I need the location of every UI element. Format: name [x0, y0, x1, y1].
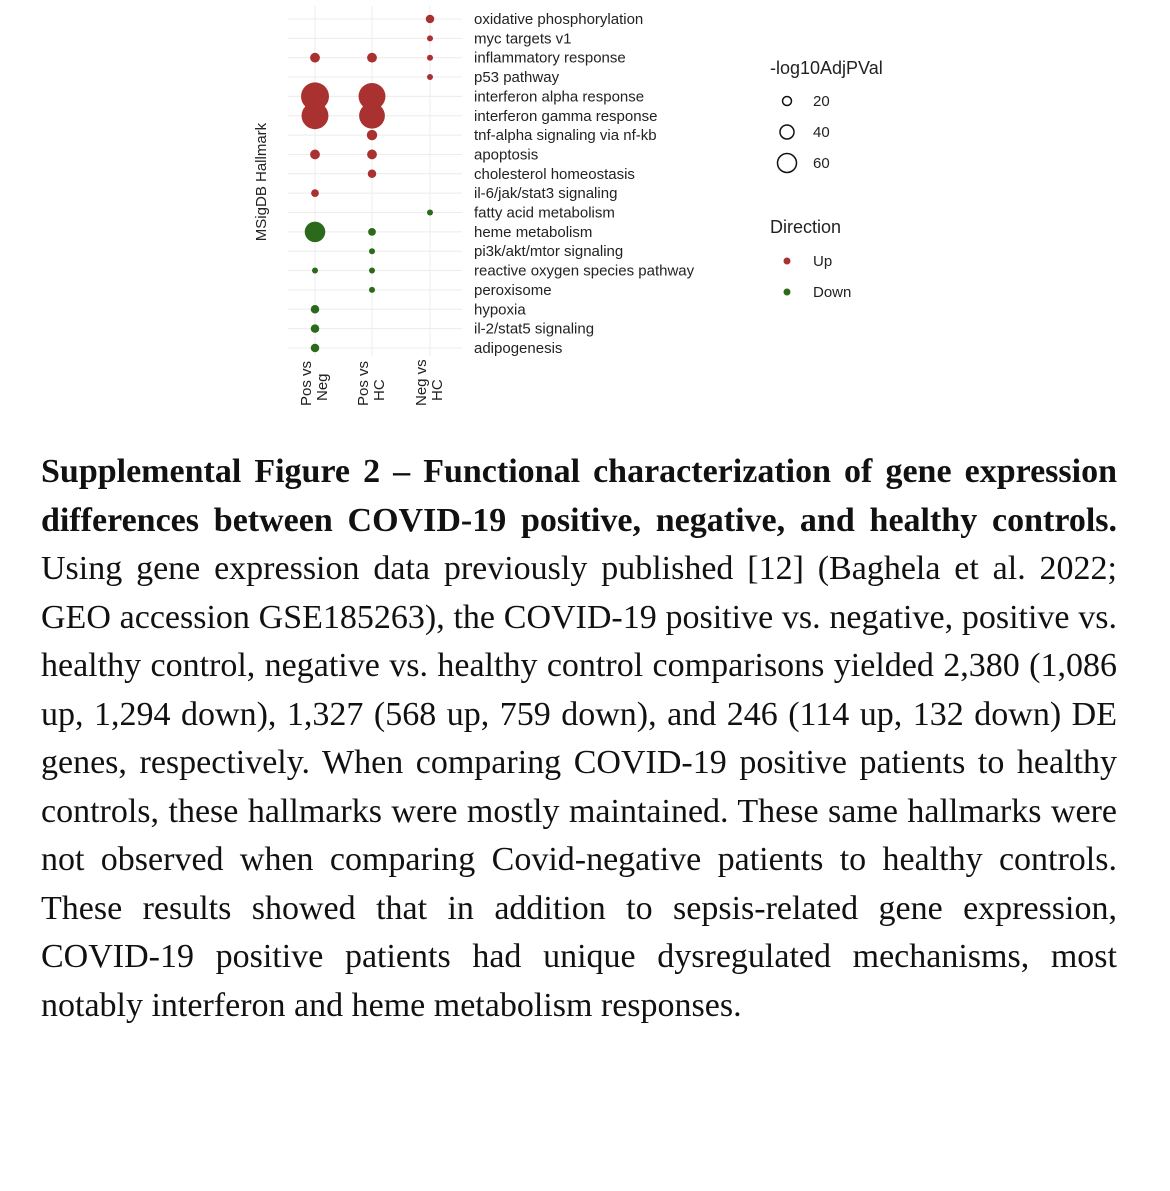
data-point-up — [310, 150, 320, 160]
color-legend-label: Up — [813, 253, 833, 270]
y-tick-label: interferon gamma response — [474, 107, 658, 125]
x-tick-label — [298, 361, 331, 406]
size-legend-circle — [783, 97, 792, 106]
y-tick-label: p53 pathway — [474, 69, 560, 87]
data-point-up — [367, 53, 377, 63]
y-tick-label: myc targets v1 — [474, 30, 572, 48]
data-point-down — [305, 222, 326, 243]
color-legend-dot — [784, 258, 791, 265]
data-point-up — [427, 55, 433, 61]
data-point-up — [368, 170, 377, 179]
y-tick-label: fatty acid metabolism — [474, 204, 615, 222]
dot-plot-svg — [0, 0, 1170, 440]
y-tick-label: cholesterol homeostasis — [474, 165, 635, 183]
data-point-up — [367, 130, 377, 140]
color-legend-title: Direction — [770, 217, 842, 237]
data-point-down — [311, 344, 320, 353]
data-point-down — [369, 287, 375, 293]
y-tick-label: pi3k/akt/mtor signaling — [474, 243, 624, 261]
x-tick-label-line2: Neg — [314, 373, 331, 401]
x-tick-label-line1: Pos vs — [298, 360, 315, 406]
x-tick-label-line2: HC — [429, 379, 446, 401]
y-tick-label: tnf-alpha signaling via nf-kb — [474, 127, 657, 145]
y-tick-label: il-2/stat5 signaling — [474, 320, 595, 338]
x-tick-label-line1: Pos vs — [355, 360, 372, 406]
caption-title: Supplemental Figure 2 – Functional characterization of gene expression differences between COVID-19 positive, negative, and healthy controls. — [41, 453, 1117, 539]
data-point-up — [359, 103, 385, 129]
color-legend — [770, 217, 851, 301]
size-legend — [770, 58, 883, 173]
data-point-down — [427, 209, 433, 215]
data-point-down — [311, 324, 320, 333]
data-point-down — [368, 228, 376, 236]
data-point-up — [302, 102, 329, 129]
color-legend-label: Down — [813, 284, 852, 301]
x-tick-labels — [298, 359, 446, 406]
y-tick-label: apoptosis — [474, 146, 539, 164]
y-tick-label: hypoxia — [474, 301, 526, 319]
data-point-up — [310, 53, 320, 63]
figure-caption — [41, 448, 1117, 1030]
size-legend-circle — [778, 154, 797, 173]
size-legend-label: 20 — [813, 93, 830, 110]
y-tick-label: interferon alpha response — [474, 88, 645, 106]
y-axis-title: MSigDB Hallmark — [253, 122, 270, 242]
data-point-down — [311, 305, 320, 314]
data-point-up — [367, 150, 377, 160]
data-point-down — [369, 268, 375, 274]
y-tick-label: heme metabolism — [474, 223, 593, 241]
y-tick-label: adipogenesis — [474, 339, 563, 357]
y-tick-label: oxidative phosphorylation — [474, 11, 644, 28]
x-tick-label-line2: HC — [371, 379, 388, 401]
y-tick-label: il-6/jak/stat3 signaling — [474, 185, 618, 203]
data-point-up — [311, 189, 319, 197]
x-tick-label-line1: Neg vs — [413, 359, 430, 406]
caption-body: Using gene expression data previously published [12] (Baghela et al. 2022; GEO accession GSE185263), the COVID-19 positive vs. negative, positive vs. healthy control, negative vs. healthy control comparisons yielded 2,380 (1,086 up, 1,294 down), 1,327 (568 up, 759 down), and 246 (114 up, 132 down) DE genes, respectively. When comparing COVID-19 positive patients to healthy controls, these hallmarks were mostly maintained. These same hallmarks were not observed when comparing Covid-negative patients to healthy controls. These results showed that in addition to sepsis-related gene expression, COVID-19 positive patients had unique dysregulated mechanisms, most notably interferon and heme metabolism responses. — [41, 550, 1117, 1024]
data-point-up — [426, 15, 435, 24]
data-point-down — [369, 248, 375, 254]
data-point-up — [427, 74, 433, 80]
y-tick-label: inflammatory response — [474, 49, 626, 67]
y-tick-labels — [474, 11, 695, 357]
color-legend-dot — [784, 289, 791, 296]
y-tick-label: reactive oxygen species pathway — [474, 262, 695, 280]
y-tick-label: peroxisome — [474, 281, 552, 299]
size-legend-title: -log10AdjPVal — [770, 58, 883, 78]
data-points — [301, 15, 434, 352]
data-point-down — [312, 268, 318, 274]
data-point-up — [427, 35, 433, 41]
size-legend-label: 60 — [813, 155, 830, 172]
hallmark-dot-plot — [0, 0, 1170, 440]
x-tick-label — [355, 361, 388, 406]
size-legend-label: 40 — [813, 124, 830, 141]
size-legend-circle — [780, 125, 794, 139]
x-tick-label — [413, 359, 446, 406]
